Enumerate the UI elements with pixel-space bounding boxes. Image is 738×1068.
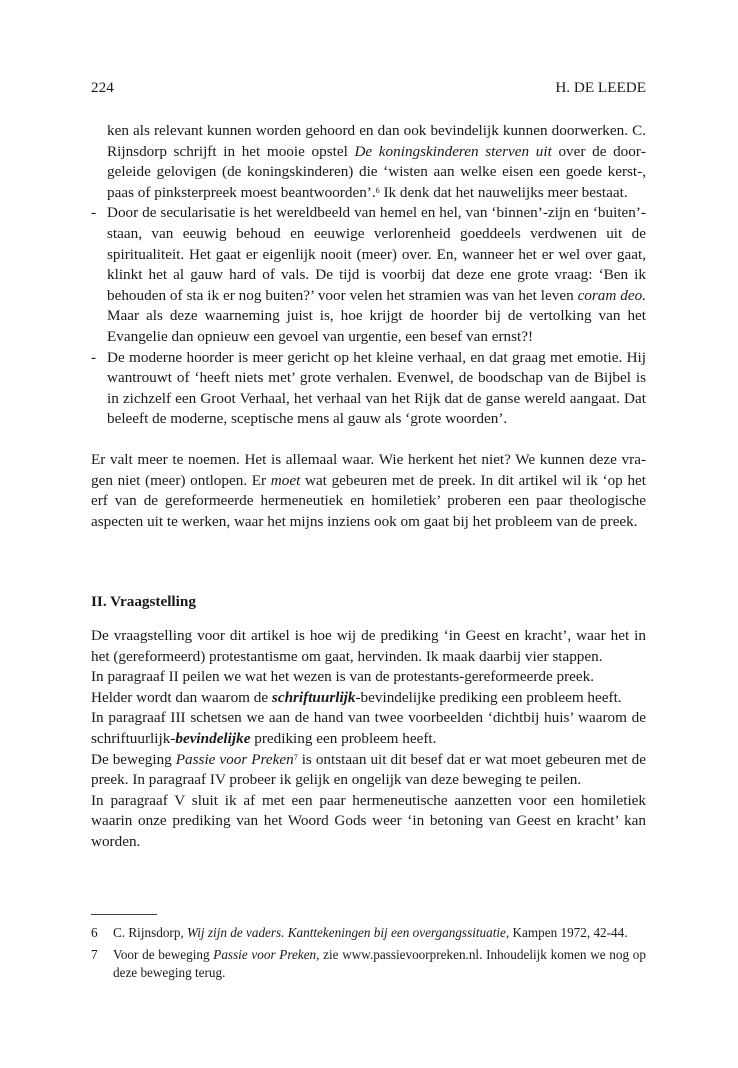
- paragraph-step-3: [91, 708, 646, 749]
- book-title: Wij zijn de vaders. Kanttekeningen bij een overgangssituatie: [187, 925, 506, 940]
- text-run: , Kampen 1972, 42-44.: [505, 925, 628, 940]
- paragraph: [91, 450, 646, 532]
- italic-term: moet: [270, 471, 301, 489]
- footnote-number: 7: [91, 946, 98, 962]
- emphasis-term: bevindelijke: [175, 729, 251, 747]
- italic-term: coram deo.: [577, 286, 646, 304]
- emphasis-term: schriftuurlijk: [271, 688, 356, 706]
- footnotes: [91, 924, 646, 986]
- text-run: Door de secularisatie is het wereldbeeld van hemel en hel, van ‘binnen’-zijn en ‘buiten’-staan, van eeuwig behoud en eeuwige verlorenheid goeddeels verdwenen uit de spiritualiteit. Het gaat er eigenlijk nooit (meer) over. En, wanneer het er wel over gaat, klinkt het al gauw hard of vals. De tijd is voorbij dat deze ene grote vraag: ‘Ben ik behouden of sta ik er nog buiten?’ voor velen het stramien was van het leven: [107, 204, 646, 304]
- paragraph-question: De vraagstelling voor dit artikel is hoe wij de prediking ‘in Geest en kracht’, waar het in het (gereformeerd) protestantisme om gaat, hervinden. Ik maak daarbij vier stappen.: [91, 627, 646, 665]
- text-run: Helder wordt dan waarom de: [91, 688, 272, 706]
- text-run: Maar als deze waarneming juist is, hoe krijgt de hoorder bij de vertolking van het Evangelie dan opnieuw een gevoel van urgentie, een besef van ernst?!: [107, 307, 646, 345]
- paragraph-step-2b: [91, 688, 646, 709]
- page-number: 224: [91, 79, 114, 96]
- bullet-continuation: [91, 121, 646, 203]
- footnote-number: 6: [91, 925, 98, 940]
- text-run: C. Rijnsdorp,: [113, 925, 188, 940]
- running-head-author: H. DE LEEDE: [555, 79, 646, 96]
- section-heading: II. Vraagstelling: [91, 593, 196, 610]
- text-run: -bevindelijke prediking een probleem heeft.: [355, 688, 622, 706]
- paragraph-step-2: In paragraaf II peilen we wat het wezen is van de protestants-gereformeerde preek.: [91, 668, 595, 686]
- bullet-item-secularisation: [91, 203, 646, 347]
- essay-title: De koningskinderen sterven uit: [354, 142, 552, 160]
- paragraph-problem: [91, 450, 646, 532]
- italic-term: Passie voor Preken: [175, 750, 294, 768]
- running-head: [91, 78, 646, 98]
- section-body: [91, 626, 646, 853]
- text-run: Ik denk dat het nauwelijks meer bestaat.: [379, 183, 628, 201]
- text-run: De moderne hoorder is meer gericht op het kleine verhaal, en dat graag met emotie. Hij wantrouwt of ‘heeft niets met’ grote verhalen. Evenwel, de boodschap van de Bijbel is in zichzelf een Groot Verhaal, het verhaal van het Rijk dat de ganse wereld aangaat. Dat beleeft de moderne, sceptische mens al gauw als ‘grote woorden’.: [107, 348, 646, 428]
- paragraph-step-4: [91, 750, 646, 791]
- bullet-dash: -: [91, 204, 97, 222]
- text-run: Er valt meer te noemen. Het is allemaal waar. Wie herkent het niet? We kunnen deze vragen niet (meer) ontlopen. Er: [91, 451, 646, 489]
- text-run: , zie www.passievoorpreken.nl. Inhoudelijk komen we nog op deze beweging terug.: [113, 946, 646, 981]
- footnote-ref[interactable]: 7: [293, 752, 298, 762]
- text-run: over de doorgeleide gelovigen (de koningskinderen) die ‘wisten aan welke eisen een goede kerst-, paas of pinksterpreek moest beantwoorden’.: [107, 142, 646, 201]
- footnote-rule: [91, 914, 157, 915]
- text-run: Voor de beweging: [113, 946, 214, 962]
- footnote-ref[interactable]: 6: [375, 185, 380, 195]
- text-run: is ontstaan uit dit besef dat er wat moet gebeuren met de preek. In paragraaf IV probeer ik gelijk en ongelijk van deze beweging te peilen.: [91, 750, 646, 789]
- text-run: ken als relevant kunnen worden gehoord en dan ook bevindelijk kunnen doorwerken. C. Rijnsdorp schrijft in het mooie opstel: [107, 122, 646, 160]
- text-run: De beweging: [91, 750, 176, 768]
- bullet-list: [91, 121, 646, 430]
- footnote-6: [91, 924, 646, 943]
- footnote-7: [91, 946, 646, 983]
- bullet-dash: -: [91, 348, 97, 366]
- italic-term: Passie voor Preken: [213, 946, 317, 962]
- text-run: prediking een probleem heeft.: [250, 729, 437, 747]
- paragraph-step-5: In paragraaf V sluit ik af met een paar hermeneutische aanzetten voor een homiletiek waarin onze prediking van het Woord Gods weer ‘in betoning van Geest en kracht’ kan worden.: [91, 791, 646, 850]
- bullet-item-modern-listener: [91, 348, 646, 430]
- text-run: wat gebeuren met de preek. In dit artikel wil ik ‘op het erf van de gereformeerde hermeneutiek en homiletiek’ proberen een paar theologische aspecten uit te werken, waar het mijns inziens ook om gaat bij het probleem van de preek.: [91, 471, 646, 530]
- text-run: In paragraaf III schetsen we aan de hand van twee voorbeelden ‘dichtbij huis’ waarom de schriftuurlijk-: [91, 709, 646, 747]
